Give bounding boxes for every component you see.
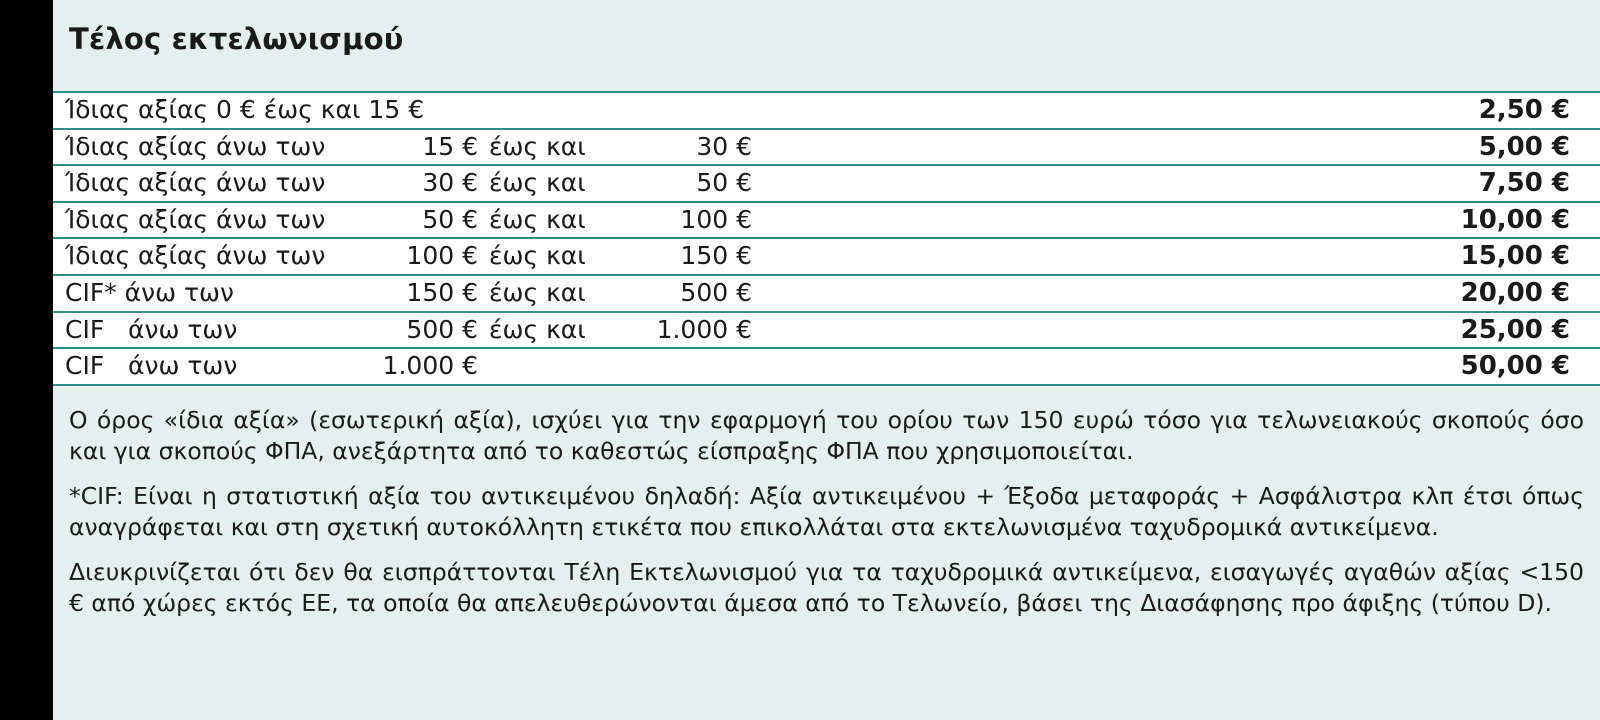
note-paragraph: *CIF: Είναι η στατιστική αξία του αντικειμένου δηλαδή: Αξία αντικειμένου + Έξοδα μεταφοράς + Ασφάλιστρα κλπ έτσι όπως αναγράφεται και στη σχετική αυτοκόλλητη ετικέτα που επικολλάται στα εκτελωνισμένα ταχυδρομικά αντικείμενα. [69,482,1584,541]
table-row [53,276,1600,313]
row-to-value: 150 € [680,241,752,271]
row-to-label: έως και [489,204,586,234]
panel-title: Τέλος εκτελωνισμού [69,22,404,56]
row-to-value: 1.000 € [656,314,752,344]
row-fee: 2,50 € [1478,95,1570,125]
table-row [53,239,1600,276]
row-label: Ίδιας αξίας άνω των [65,204,326,234]
note-paragraph: Ο όρος «ίδια αξία» (εσωτερική αξία), ισχύει για την εφαρμογή του ορίου των 150 ευρώ τόσο για τελωνειακούς σκοπούς όσο και για σκοπούς ΦΠΑ, ανεξάρτητα από το καθεστώς είσπραξης ΦΠΑ που χρησιμοποιείται. [69,406,1584,465]
row-fee: 5,00 € [1478,131,1570,162]
row-to-label: έως και [489,168,586,198]
customs-fee-panel [53,0,1600,720]
row-from-value: 15 € [422,131,478,161]
row-from-value: 30 € [422,168,478,198]
row-fee: 10,00 € [1460,204,1570,235]
row-to-value: 100 € [680,204,752,234]
row-label: Ίδιας αξίας 0 € έως και 15 € [65,95,425,124]
notes-section [69,405,1584,633]
row-from-value: 50 € [422,204,478,234]
note-paragraph: Διευκρινίζεται ότι δεν θα εισπράττονται Τέλη Εκτελωνισμού για τα ταχυδρομικά αντικείμενα, εισαγωγές αγαθών αξίας <150 € από χώρες εκτός ΕΕ, τα οποία θα απελευθερώνονται άμεσα από το Τελωνείο, βάσει της Διασάφησης προ άφιξης (τύπου D). [69,558,1584,617]
table-row [53,349,1600,386]
row-fee: 50,00 € [1460,351,1570,382]
row-fee: 20,00 € [1460,277,1570,308]
row-from-value: 1.000 € [382,351,478,381]
row-from-value: 500 € [406,314,478,344]
row-label: CIF άνω των [65,351,238,381]
row-to-label: έως και [489,314,586,344]
row-fee: 25,00 € [1460,314,1570,345]
row-label: Ίδιας αξίας άνω των [65,131,326,161]
table-row [53,166,1600,203]
row-label: CIF* άνω των [65,277,234,307]
table-row [53,203,1600,240]
row-from-value: 100 € [406,241,478,271]
table-row [53,130,1600,167]
row-fee: 15,00 € [1460,241,1570,272]
row-to-value: 500 € [680,277,752,307]
row-to-label: έως και [489,277,586,307]
row-to-label: έως και [489,241,586,271]
row-label: Ίδιας αξίας άνω των [65,168,326,198]
row-from-value: 150 € [406,277,478,307]
table-row [53,93,1600,130]
fee-table [53,91,1600,386]
row-to-value: 50 € [696,168,752,198]
row-fee: 7,50 € [1478,168,1570,199]
row-label: CIF άνω των [65,314,238,344]
row-label: Ίδιας αξίας άνω των [65,241,326,271]
row-to-label: έως και [489,131,586,161]
table-row [53,313,1600,350]
row-to-value: 30 € [696,131,752,161]
